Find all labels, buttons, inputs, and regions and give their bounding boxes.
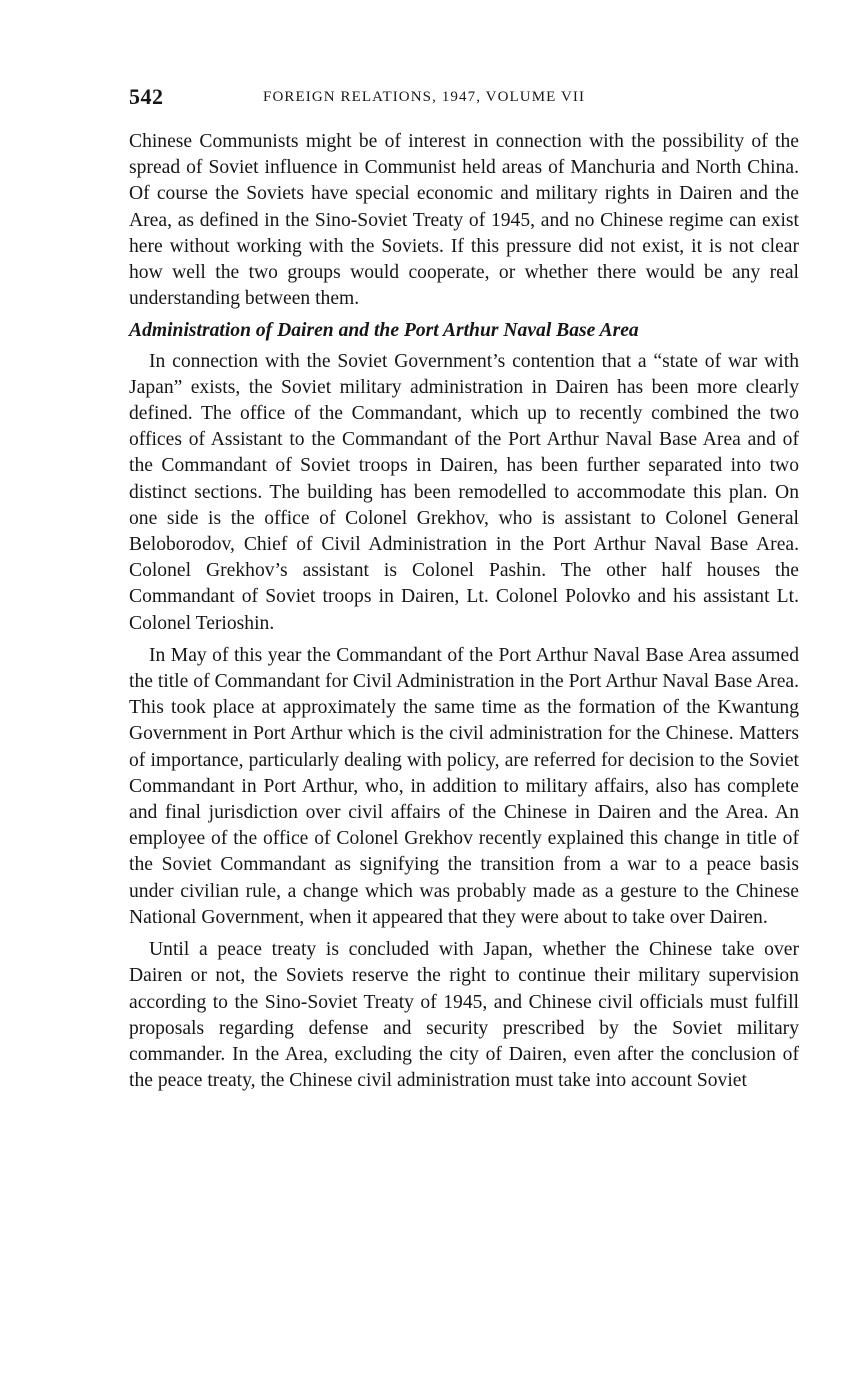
paragraph-peace-treaty: Until a peace treaty is concluded with Japan, whether the Chinese take over Dairen or not, the Soviets reserve the right to continue their military supervision according to the Sino-Soviet Treaty of 1945, and Chinese civil officials must fulfill proposals regarding defense and security prescribed by the Soviet military commander. In the Area, excluding the city of Dairen, even after the conclusion of the peace treaty, the Chinese civil administration must take into account Soviet [129, 939, 799, 1092]
continued-paragraph: Chinese Communists might be of interest in connection with the possibility of the spread of Soviet influence in Communist held areas of Manchuria and North China. Of course the Soviets have special economic and military rights in Dairen and the Area, as defined in the Sino-Soviet Treaty of 1945, and no Chinese regime can exist here without working with the Soviets. If this pressure did not exist, it is not clear how well the two groups would cooperate, or whether there would be any real understanding between them. [129, 131, 799, 310]
paragraph-commandant-title: In May of this year the Commandant of the Port Arthur Naval Base Area assumed the title of Commandant for Civil Administration in the Port Arthur Naval Base Area. This took place at approximately the same time as the formation of the Kwantung Government in Port Arthur which is the civil administration for the Chinese. Matters of importance, particularly dealing with policy, are referred for decision to the Soviet Commandant in Port Arthur, who, in addition to military affairs, also has complete and final jurisdiction over civil affairs of the Chinese in Dairen and the Area. An employee of the office of Colonel Grekhov recently explained this change in title of the Soviet Commandant as signifying the transition from a war to a peace basis under civilian rule, a change which was probably made as a gesture to the Chinese National Government, when it appeared that they were about to take over Dairen. [129, 644, 799, 928]
page-header [129, 84, 799, 114]
body-text [129, 129, 799, 1094]
paragraph-soviet-administration: In connection with the Soviet Government’s contention that a “state of war with Japan” exists, the Soviet military administration in Dairen has been more clearly defined. The office of the Commandant, which up to recently combined the two offices of Assistant to the Commandant of the Port Arthur Naval Base Area and of the Commandant of Soviet troops in Dairen, has been further separated into two distinct sections. The building has been remodelled to accommodate this plan. On one side is the office of Colonel Grekhov, who is assistant to Colonel General Beloborodov, Chief of Civil Administration in the Port Arthur Naval Base Area. Colonel Grekhov’s assistant is Colonel Pashin. The other half houses the Commandant of Soviet troops in Dairen, Lt. Colonel Polovko and his assistant Lt. Colonel Terioshin. [129, 350, 799, 634]
page-number: 542 [129, 84, 164, 109]
section-heading: Administration of Dairen and the Port Arthur Naval Base Area [129, 320, 639, 342]
running-head: FOREIGN RELATIONS, 1947, VOLUME VII [263, 89, 586, 105]
